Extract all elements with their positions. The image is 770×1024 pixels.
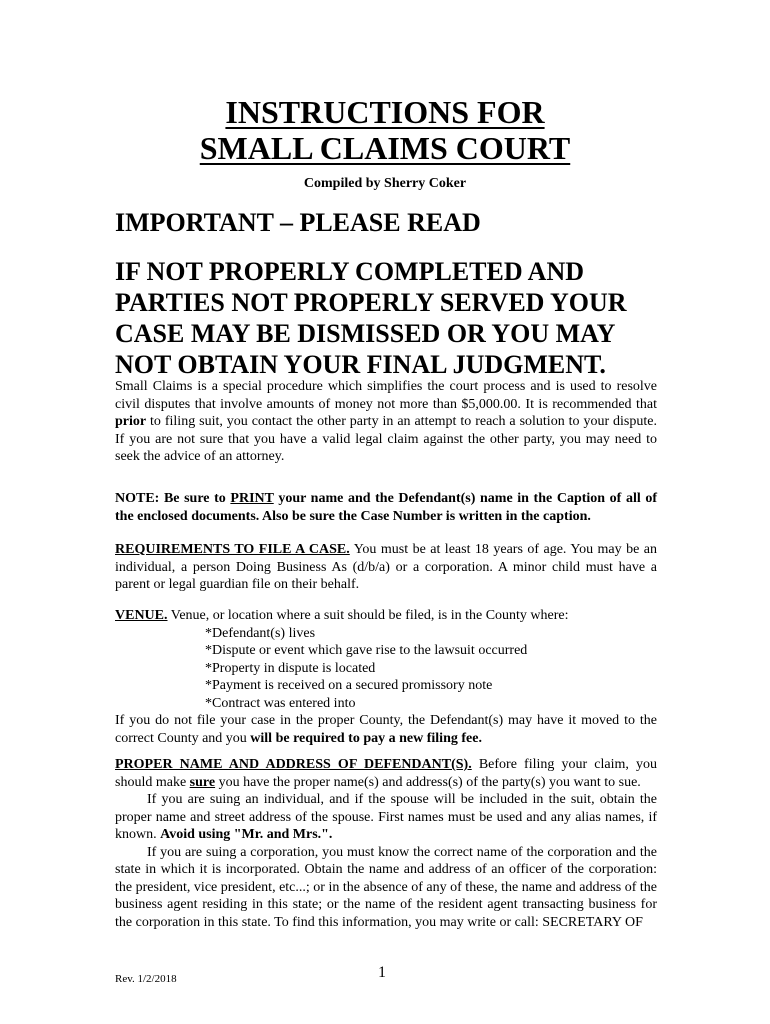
- warning-line: IF NOT PROPERLY COMPLETED AND: [115, 257, 585, 286]
- venue-item: *Defendant(s) lives: [205, 625, 316, 641]
- venue-text: Venue, or location where a suit should be filed, is in the County where:: [167, 608, 569, 623]
- venue-item: *Dispute or event which gave rise to the lawsuit occurred: [205, 643, 528, 658]
- venue-after-text: If you do not file your case in the proper County, the Defendant(s) may have it moved to the correct County and you: [115, 713, 657, 746]
- proper-name-text-2: you have the proper name(s) and address(s) of the party(s) you want to sue.: [215, 774, 641, 790]
- warning-line: CASE MAY BE DISMISSED OR YOU MAY: [115, 319, 616, 348]
- proper-name-section: [115, 756, 657, 931]
- intro-paragraph: [115, 378, 657, 466]
- venue-item: *Property in dispute is located: [205, 660, 376, 676]
- title-line-2: SMALL CLAIMS COURT: [199, 130, 571, 166]
- proper-name-para-3: If you are suing a corporation, you must know the correct name of the corporation and the state in which it is incorporated. Obtain the name and address of an officer of the corporation: the president, vice president, etc...; or in the absence of any of these, the name and address of the business agent residing in this state; or the name of the resident agent transacting business for the corporation in this state. To find this information, you may write or call: SECRETARY OF: [115, 844, 657, 930]
- venue-section: [115, 607, 657, 747]
- note-text-2: your name and the Defendant(s) name in the Caption of all of the enclosed documents. Also be sure the Case Number is written in the caption.: [115, 491, 657, 524]
- page-number: 1: [378, 964, 386, 981]
- requirements-heading: REQUIREMENTS TO FILE A CASE.: [115, 542, 350, 557]
- revision-date: Rev. 1/2/2018: [115, 973, 177, 985]
- title-line-1: INSTRUCTIONS FOR: [225, 94, 545, 130]
- note-print: PRINT: [230, 491, 274, 506]
- document-title: [0, 94, 770, 166]
- venue-list: [115, 625, 657, 713]
- intro-text-1: Small Claims is a special procedure which simplifies the court process and is used to resolve civil disputes that involve amounts of money not more than $5,000.00. It is recommended that: [115, 379, 657, 412]
- intro-prior: prior: [115, 414, 147, 429]
- requirements-paragraph: [115, 541, 657, 594]
- proper-name-para-2-bold: Avoid using "Mr. and Mrs.".: [160, 827, 333, 842]
- proper-name-sure: sure: [189, 774, 216, 790]
- venue-heading: VENUE.: [115, 608, 168, 623]
- venue-after-bold: will be required to pay a new filing fee.: [250, 730, 482, 746]
- warning-line: PARTIES NOT PROPERLY SERVED YOUR: [115, 288, 627, 317]
- requirements-text: You must be at least 18 years of age. You may be an individual, a person Doing Business As (d/b/a) or a corporation. A minor child must have a parent or legal guardian file on their behalf.: [115, 542, 657, 592]
- warning-line: NOT OBTAIN YOUR FINAL JUDGMENT.: [115, 350, 606, 379]
- note-paragraph: [115, 490, 657, 525]
- important-heading: IMPORTANT – PLEASE READ: [115, 208, 481, 237]
- intro-text-2: to filing suit, you contact the other party in an attempt to reach a solution to your dispute. If you are not sure that you have a valid legal claim against the other party, you may need to seek the advice of an attorney.: [115, 414, 657, 464]
- warning-block: [115, 256, 675, 380]
- proper-name-heading: PROPER NAME AND ADDRESS OF DEFENDANT(S).: [115, 757, 472, 772]
- venue-item: *Contract was entered into: [205, 695, 356, 711]
- proper-name-para-2: If you are suing an individual, and if the spouse will be included in the suit, obtain the proper name and street address of the spouse. First names must be used and any alias names, if known.: [115, 792, 657, 842]
- venue-item: *Payment is received on a secured promissory note: [205, 678, 493, 693]
- proper-name-text-1: Before filing your claim, you should make: [115, 757, 657, 790]
- note-text-1: NOTE: Be sure to: [115, 491, 231, 506]
- compiled-by: Compiled by Sherry Coker: [303, 176, 467, 191]
